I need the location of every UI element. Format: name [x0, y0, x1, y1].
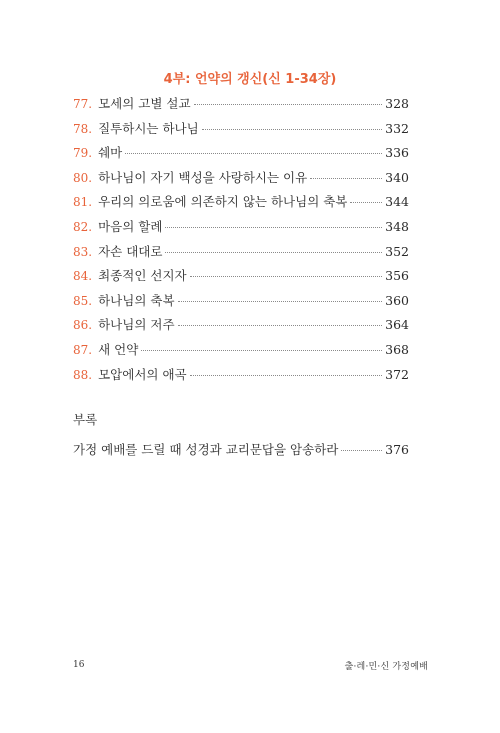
- toc-entry-page: 344: [385, 194, 409, 210]
- toc-entry-number: 87.: [73, 342, 93, 357]
- toc-entry-title: 하나님이 자기 백성을 사랑하시는 이유: [98, 169, 308, 185]
- dot-leader: [165, 252, 382, 253]
- toc-entry-title: 질투하시는 하나님: [98, 120, 199, 136]
- toc-entry-number: 78.: [73, 121, 93, 136]
- toc-entry[interactable]: [73, 264, 409, 289]
- table-of-contents: [73, 92, 409, 387]
- toc-entry-page: 348: [385, 218, 409, 234]
- toc-entry-title: 모세의 고별 설교: [98, 96, 191, 111]
- toc-entry[interactable]: [73, 363, 409, 388]
- toc-entry[interactable]: [73, 240, 409, 265]
- toc-entry-page: 340: [385, 169, 409, 185]
- dot-leader: [194, 104, 383, 105]
- toc-entry-page: 360: [385, 292, 409, 308]
- toc-entry-number: 82.: [73, 219, 93, 234]
- toc-entry-number: 83.: [73, 244, 93, 259]
- toc-entry-number: 81.: [73, 195, 93, 210]
- appendix-entry-title: 가정 예배를 드릴 때 성경과 교리문답을 암송하라: [73, 442, 339, 457]
- dot-leader: [350, 202, 382, 203]
- toc-entry-number: 88.: [73, 367, 93, 382]
- footer-book-title: 출·레·민·신 가정예배: [344, 662, 428, 672]
- toc-entry-title: 우리의 의로움에 의존하지 않는 하나님의 축복: [98, 194, 348, 210]
- dot-leader: [341, 450, 382, 451]
- dot-leader: [178, 325, 383, 326]
- toc-entry[interactable]: [73, 215, 409, 240]
- dot-leader: [310, 178, 382, 179]
- appendix-entry-page: 376: [385, 442, 409, 457]
- toc-entry[interactable]: [73, 141, 409, 166]
- toc-entry-title: 최종적인 선지자: [98, 268, 187, 284]
- toc-entry-page: 356: [385, 268, 409, 284]
- toc-entry-page: 332: [385, 120, 409, 136]
- dot-leader: [178, 301, 383, 302]
- toc-entry[interactable]: [73, 313, 409, 338]
- toc-entry-page: 364: [385, 317, 409, 333]
- toc-entry-number: 77.: [73, 97, 93, 111]
- toc-entry[interactable]: [73, 190, 409, 215]
- toc-entry[interactable]: [73, 166, 409, 191]
- toc-entry-number: 86.: [73, 318, 93, 333]
- toc-entry-title: 마음의 할례: [98, 218, 163, 234]
- toc-entry-title: 하나님의 축복: [98, 292, 175, 308]
- toc-entry-page: 336: [385, 145, 409, 161]
- footer-page-number: 16: [73, 660, 85, 670]
- dot-leader: [141, 350, 382, 351]
- toc-entry[interactable]: [73, 92, 409, 117]
- dot-leader: [165, 227, 382, 228]
- appendix-heading: 부록: [73, 412, 98, 427]
- toc-entry-title: 모압에서의 애곡: [98, 366, 187, 382]
- dot-leader: [190, 375, 383, 376]
- dot-leader: [125, 153, 382, 154]
- toc-entry[interactable]: [73, 117, 409, 142]
- toc-entry-page: 372: [385, 366, 409, 382]
- appendix-section: [73, 438, 409, 463]
- toc-entry-number: 85.: [73, 293, 93, 308]
- toc-entry-title: 자손 대대로: [98, 243, 163, 259]
- appendix-entry[interactable]: [73, 438, 409, 463]
- dot-leader: [202, 129, 382, 130]
- dot-leader: [190, 276, 383, 277]
- toc-entry-number: 80.: [73, 170, 93, 185]
- toc-entry-page: 328: [385, 96, 409, 111]
- toc-entry-page: 352: [385, 243, 409, 259]
- toc-entry-number: 79.: [73, 146, 93, 161]
- toc-entry-number: 84.: [73, 269, 93, 284]
- section-title: 4부: 언약의 갱신(신 1-34장): [163, 72, 337, 87]
- toc-entry-title: 새 언약: [98, 341, 139, 357]
- toc-entry[interactable]: [73, 338, 409, 363]
- toc-entry-title: 하나님의 저주: [98, 317, 175, 333]
- toc-entry-title: 쉐마: [98, 145, 123, 161]
- toc-entry-page: 368: [385, 341, 409, 357]
- toc-entry[interactable]: [73, 289, 409, 314]
